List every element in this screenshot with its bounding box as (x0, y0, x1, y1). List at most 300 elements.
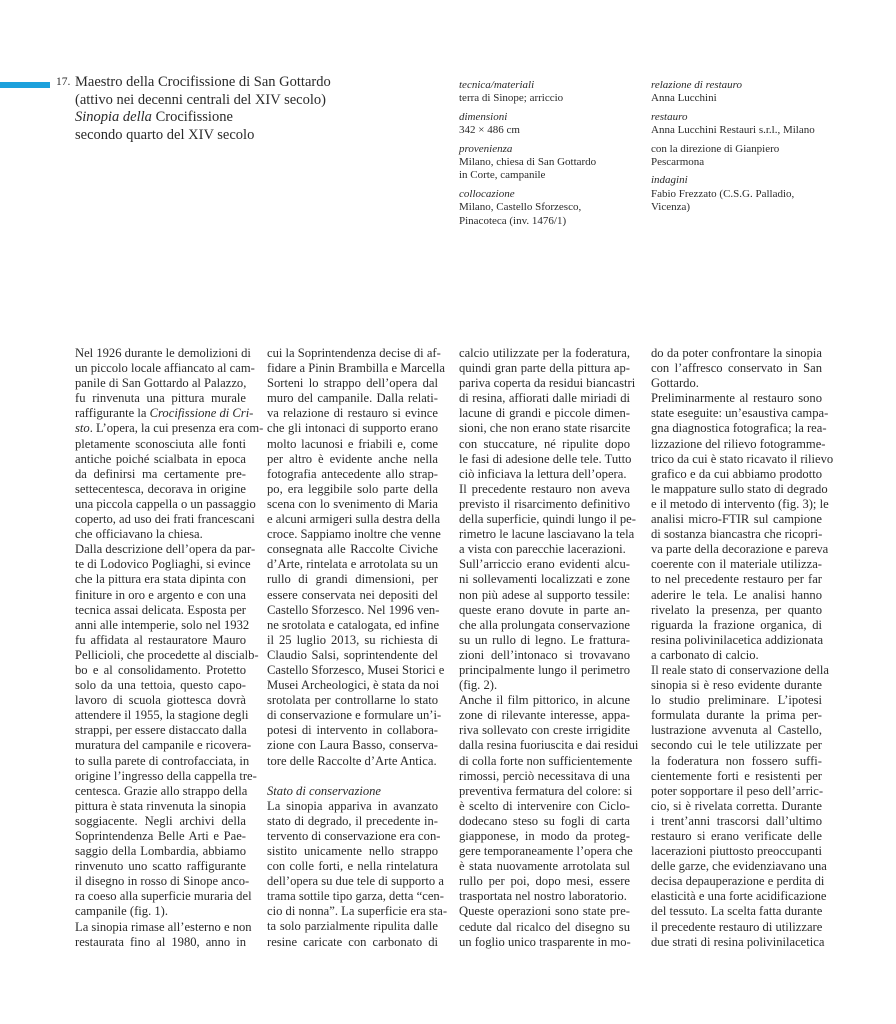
text-run: principalmente lungo il perimetro (459, 662, 630, 677)
text-run: calcio utilizzate per la foderatura, (459, 346, 630, 360)
text-run: preventiva fermatura del colore: si (459, 783, 633, 798)
text-run: Soprintendenza Belle Arti e Pae- (75, 829, 246, 843)
text-line (459, 527, 635, 542)
text-line (267, 512, 441, 527)
meta-value: terra di Sinope; arriccio (459, 92, 564, 105)
entry-number: 17. (56, 76, 71, 88)
text-line (459, 844, 633, 859)
text-run: attendere il 1955, la stagione degli (75, 708, 249, 723)
text-run: Gottardo. (651, 376, 699, 391)
text-line (267, 588, 438, 603)
text-run: cientemente forti e resistenti per (651, 768, 822, 783)
text-line (651, 904, 822, 919)
text-line (651, 844, 822, 859)
text-line (459, 889, 630, 904)
text-run: resina polivinilacetica addizionata (651, 632, 824, 647)
text-line (651, 829, 822, 844)
text-line (459, 783, 633, 799)
body-column-2 (267, 346, 448, 950)
text-run: zone di rilevante interesse, appa- (459, 708, 630, 723)
text-run: origine l’ingresso della cappella tre- (75, 768, 257, 783)
text-run: srotolata per controllarne lo stato (267, 693, 438, 708)
section-heading (267, 784, 438, 799)
text-line (459, 829, 630, 844)
text-line (75, 799, 246, 814)
text-line (75, 603, 246, 618)
text-line (459, 738, 639, 753)
text-run: fidare a Pinin Brambilla e Marcella (267, 361, 445, 376)
text-line (267, 618, 438, 633)
text-line (267, 814, 438, 829)
text-run: della superficie, quindi lungo il pe- (459, 512, 636, 527)
text-line (267, 723, 438, 738)
text-line (651, 391, 822, 406)
text-line (267, 361, 445, 376)
text-line (459, 572, 630, 587)
text-run: pittura è stata rinvenuta la sinopia (75, 798, 246, 813)
text-line (267, 678, 438, 693)
meta-value: Fabio Frezzato (C.S.G. Palladio, (651, 187, 795, 200)
text-run: decisa depauperazione e perdita di (651, 874, 825, 889)
restoration-metadata (651, 79, 815, 220)
text-run: è scelto di intervenire con Ciclo- (459, 798, 630, 813)
text-run: campanile (fig. 1). (75, 904, 169, 919)
text-line (651, 874, 825, 889)
text-run: lizzazione del rilievo fotogramme- (651, 436, 826, 451)
text-run: muratura del campanile e ricovera- (75, 738, 252, 753)
text-line (651, 784, 822, 799)
text-run: di resina, affiorati dalle miriadi di (459, 391, 630, 406)
text-run: muro del campanile. Dalla relati- (267, 391, 438, 406)
artist-dates: (attivo nei decenni centrali del XIV secolo) (75, 91, 326, 108)
text-line (267, 633, 438, 648)
text-run: analisi micro-FTIR sul campione (651, 512, 822, 527)
text-run: dodecano steso su fogli di carta (459, 813, 630, 828)
text-line (651, 436, 826, 452)
text-run: a vista con parecchie lacerazioni. (459, 542, 626, 557)
text-line (267, 406, 438, 421)
text-line (459, 452, 630, 467)
text-line (267, 844, 438, 859)
text-run: te di Lodovico Pogliaghi, si evince (75, 557, 251, 572)
text-line (459, 920, 630, 935)
text-run: Anche il film pittorico, in alcune (459, 693, 630, 708)
text-line (267, 874, 444, 889)
text-run: restauro si erano verificate delle (651, 829, 822, 843)
italic-run: sto (75, 421, 90, 436)
body-column-1 (75, 346, 264, 950)
text-run: to sulla parete di controfacciata, in (75, 753, 250, 768)
text-line (459, 648, 630, 663)
text-run: bo e al consolidamento. Protetto (75, 662, 246, 677)
text-line (267, 346, 441, 361)
text-run: che alla prolungata conservazione (459, 617, 630, 632)
text-line (267, 603, 438, 618)
text-run: con colle forti, e nella rintelatura (267, 859, 438, 874)
text-run: è stata nuovamente arrotolata sul (459, 859, 630, 874)
text-run: sioni, che non erano state risarcite (459, 421, 631, 436)
text-run: potesi di intervento in collabora- (267, 723, 438, 738)
artwork-title-italic: Sinopia della (75, 109, 152, 125)
text-line (267, 859, 438, 874)
text-run: finiture in oro e argento e con una (75, 587, 246, 602)
text-run: rivelato la presenza, per quanto (651, 602, 822, 617)
text-line (651, 572, 822, 587)
text-run: Castello Sforzesco. Nel 1996 ven- (267, 602, 440, 617)
text-run: rimetro le lacune lasciavano la tela (459, 527, 635, 542)
text-run: non più adese al supporto tessile: (459, 587, 630, 602)
text-line (75, 633, 246, 648)
text-run: ne srotolata e catalogata, ed infine (267, 617, 440, 632)
text-run: lacerazioni piuttosto preoccupanti (651, 844, 822, 859)
text-line (459, 421, 630, 436)
text-line (267, 693, 438, 708)
text-run: va parte della decorazione e pareva (651, 542, 829, 557)
text-line (459, 753, 633, 769)
technical-metadata (459, 79, 596, 233)
text-run: un foglio unico trasparente in mo- (459, 934, 631, 949)
text-run: dalla resina fuoriuscita e dai residui (459, 738, 639, 753)
text-run: a carbonato di calcio. (651, 647, 759, 662)
text-run: (fig. 2). (459, 678, 498, 693)
text-run: sistito unicamente nello strappo (267, 844, 438, 858)
text-line (651, 588, 822, 603)
text-run: rullo per poi, dopo mesi, essere (459, 874, 630, 889)
text-line (651, 603, 822, 618)
text-line (459, 467, 630, 482)
accent-bar (0, 82, 50, 88)
text-line (459, 874, 630, 889)
meta-label: indagini (651, 174, 688, 187)
meta-item (459, 143, 596, 183)
text-run: Il precedente restauro non aveva (459, 481, 630, 496)
text-line (75, 753, 250, 769)
text-line (459, 437, 630, 452)
meta-value: Anna Lucchini (651, 92, 717, 105)
meta-label: provenienza (459, 142, 513, 155)
text-line (651, 467, 822, 482)
text-line (459, 376, 636, 391)
text-line (75, 512, 255, 527)
text-run: zione con Laura Basso, conserva- (267, 738, 438, 753)
text-run: rinvenuto uno scatto raffigurante (75, 859, 246, 874)
text-line (267, 542, 438, 557)
text-line (267, 572, 438, 587)
text-run: antiche poiché scialbata in epoca (75, 451, 246, 466)
text-run: d’Arte, rintelata e arrotolata su un (267, 557, 438, 572)
text-line (267, 482, 438, 497)
meta-item (651, 174, 815, 214)
text-run: previsto il risarcimento definitivo (459, 496, 630, 511)
text-line (459, 482, 630, 497)
text-run: poter sopportare il peso dell’arric- (651, 783, 824, 798)
text-line (267, 648, 438, 663)
text-run: gere temporaneamente l’opera che (459, 844, 633, 859)
text-line (267, 799, 438, 814)
text-run: e alcuni armigeri sulla destra della (267, 512, 441, 527)
text-line (459, 708, 630, 723)
text-line (459, 799, 630, 814)
text-line (651, 406, 829, 421)
text-run: cedute dal ricalco del disegno su (459, 919, 630, 934)
text-line (459, 678, 630, 693)
text-run: lustrazione avvenuta al Castello, (651, 723, 822, 738)
text-line (75, 467, 246, 482)
text-line (651, 814, 822, 829)
text-line (459, 361, 630, 376)
text-run: aderire le tela. Le analisi hanno (651, 587, 822, 602)
text-run: che officiavano la chiesa. (75, 527, 203, 542)
text-line (267, 754, 438, 769)
meta-label: tecnica/materiali (459, 79, 535, 91)
text-line (651, 754, 822, 769)
text-run: pariva coperta da residui biancastri (459, 376, 636, 391)
text-run: con stuccature, né ripulite dopo (459, 436, 630, 451)
text-run: do da poter confrontare la sinopia (651, 346, 822, 360)
text-line (75, 919, 252, 935)
text-run: il precedente restauro di utilizzare (651, 919, 823, 934)
text-run: che la pittura era stata dipinta con (75, 572, 246, 587)
text-run: ciò inficiava la lettura dell’opera. (459, 466, 627, 481)
meta-value: Milano, chiesa di San Gottardo (459, 156, 597, 169)
text-run: giapponese, in modo da proteg- (459, 829, 630, 843)
text-line (75, 588, 246, 603)
text-line (75, 452, 246, 467)
text-line (75, 421, 264, 436)
italic-run: Crocifissione di Cri- (149, 406, 254, 421)
text-line (75, 784, 246, 799)
text-run: fu affidata al restauratore Mauro (75, 632, 246, 647)
text-run: con l’affresco conservato in San (651, 361, 822, 376)
text-line (267, 391, 438, 406)
text-line (75, 678, 246, 693)
text-line (75, 935, 246, 950)
meta-value: Vicenza) (651, 201, 691, 214)
text-run: dell’opera su due tele di supporto a (267, 874, 444, 889)
text-line (75, 527, 246, 542)
text-line (651, 769, 822, 784)
text-line (651, 723, 822, 738)
text-run: del tessuto. La scelta fatta durante (651, 904, 823, 919)
text-line (267, 904, 448, 919)
text-line (267, 828, 441, 844)
text-run: formulata durante la prima per- (651, 708, 822, 723)
text-line (75, 437, 246, 452)
text-run: state eseguite: un’esaustiva campa- (651, 406, 829, 421)
text-line (651, 376, 822, 391)
text-run: Dalla descrizione dell’opera da par- (75, 542, 256, 557)
text-run: stato di degrado, il precedente in- (267, 813, 438, 828)
text-run: anni alle intemperie, solo nel 1932 (75, 617, 250, 632)
text-run: Castello Sforzesco, Musei Storici e (267, 662, 445, 677)
text-line (267, 935, 438, 950)
text-run: rullo di grandi dimensioni, per (267, 572, 438, 587)
text-line (651, 859, 827, 874)
text-line (459, 603, 630, 618)
text-line (459, 542, 630, 557)
meta-value: Pescarmona (651, 156, 705, 169)
text-line (651, 618, 822, 633)
text-line (267, 437, 438, 452)
text-run: to nel precedente restauro per far (651, 572, 822, 587)
text-line (651, 708, 822, 723)
text-line (267, 421, 438, 436)
text-run: su un rullo di legno. Le frattura- (459, 632, 630, 647)
text-run: il disegno in rosso di Sinope anco- (75, 874, 250, 889)
text-run: gna diagnostica fotografica; la rea- (651, 421, 827, 436)
meta-label: restauro (651, 110, 688, 123)
italic-run: Stato di conservazione (267, 783, 382, 798)
text-line (651, 738, 822, 753)
text-line (75, 391, 246, 406)
text-run: zioni dell’intonaco si trovavano (459, 647, 630, 662)
text-run: fotografia antecedente allo strap- (267, 466, 438, 481)
text-run: ni sollevamenti localizzati e zone (459, 572, 630, 587)
text-run: coperto, ad uso dei frati francescani (75, 512, 255, 527)
text-line (459, 406, 630, 421)
text-run: la foderatura non fossero suffi- (651, 753, 822, 768)
body-column-3 (459, 346, 639, 950)
text-line (75, 844, 246, 859)
text-line (651, 527, 822, 542)
text-run: La sinopia appariva in avanzato (267, 798, 438, 813)
text-run: essere conservata nei depositi del (267, 587, 438, 602)
text-run: po, era leggibile solo parte della (267, 481, 438, 496)
text-line (651, 799, 822, 814)
text-run: . L’opera, la cui presenza era com- (89, 421, 264, 436)
text-run: tore delle Raccolte d’Arte Antica. (267, 753, 437, 768)
text-run: ta solo parzialmente ripulita dalle (267, 919, 438, 934)
meta-value: 342 × 486 cm (459, 124, 520, 137)
text-line (75, 829, 246, 844)
text-run: Nel 1926 durante le demolizioni di (75, 346, 251, 360)
text-line (267, 557, 438, 572)
text-line (267, 662, 445, 678)
text-line (459, 588, 630, 603)
meta-label: dimensioni (459, 110, 508, 123)
text-line (75, 693, 246, 708)
artwork-title (75, 109, 405, 127)
text-run: cio, si è rivelata corretta. Durante (651, 798, 822, 813)
text-run: rimossi, perciò necessitava di una (459, 768, 630, 783)
text-line (267, 467, 438, 482)
text-line (267, 708, 442, 723)
text-line (459, 723, 630, 738)
text-run: scena con lo svenimento di Maria (267, 496, 438, 511)
meta-value: Anna Lucchini Restauri s.r.l., Milano (651, 124, 815, 137)
text-line (459, 391, 630, 406)
text-line (651, 451, 834, 467)
text-run: Pellicioli, che procedette al discialb- (75, 647, 259, 662)
body-column-4 (651, 346, 834, 950)
text-line (651, 678, 822, 693)
text-line (75, 647, 259, 663)
text-line (75, 814, 246, 829)
text-line (75, 557, 251, 572)
text-run: cio di nonna”. La superficie era sta- (267, 904, 448, 919)
text-line (459, 618, 630, 633)
text-line (75, 859, 246, 874)
text-run: strappi, per essere distaccato dalla (75, 723, 247, 738)
text-run: tervento di conservazione era con- (267, 828, 441, 843)
text-line (651, 920, 822, 935)
text-line (459, 935, 630, 950)
text-run: fu rinvenuta una pittura murale (75, 391, 246, 406)
text-line (459, 693, 630, 708)
text-run: consegnata alle Raccolte Civiche (267, 542, 438, 557)
text-line (267, 889, 444, 904)
text-run: secondo cui le tele utilizzate per (651, 738, 822, 753)
artwork-date: secondo quarto del XIV secolo (75, 126, 255, 143)
text-run: coerente con il materiale utilizza- (651, 557, 822, 572)
meta-item (651, 79, 815, 106)
text-line (651, 346, 822, 361)
text-run: soggiacente. Negli archivi della (75, 813, 246, 828)
text-line (459, 663, 630, 678)
text-line (267, 376, 438, 391)
text-run: una piccola cappella o un passaggio (75, 496, 256, 511)
text-run: riguarda la frazione organica, di (651, 617, 822, 632)
text-line (459, 346, 630, 361)
text-run: croce. Sappiamo inoltre che venne (267, 527, 441, 542)
text-line (267, 738, 438, 753)
text-line (459, 497, 630, 512)
text-run: un piccolo locale affiancato al cam- (75, 361, 255, 376)
text-line (75, 346, 251, 361)
text-line (651, 633, 822, 648)
text-line (75, 708, 249, 723)
text-run: Musei Archeologici, è stata da noi (267, 678, 440, 693)
text-line (651, 889, 827, 904)
text-line (75, 376, 246, 391)
text-run: Claudio Salsi, soprintendente del (267, 647, 438, 662)
text-line (459, 512, 636, 527)
text-run: lavoro di scuola giottesca dovrà (75, 693, 246, 708)
meta-item (459, 79, 596, 106)
text-run: Il reale stato di conservazione della (651, 662, 829, 677)
artwork-heading (75, 74, 405, 144)
text-run: panile di San Gottardo al Palazzo, (75, 376, 247, 391)
text-line (651, 481, 828, 497)
text-run: Queste operazioni sono state pre- (459, 904, 630, 919)
text-line (75, 874, 250, 889)
text-run: molto lacunosi e friabili e, come (267, 436, 438, 451)
text-run: delle garze, che evidenziavano una (651, 859, 827, 874)
text-line (75, 496, 256, 512)
text-line (651, 496, 829, 512)
text-line (75, 663, 246, 678)
text-run: Preliminarmente al restauro sono (651, 391, 822, 406)
meta-value: Milano, Castello Sforzesco, (459, 201, 582, 214)
text-line (651, 648, 822, 663)
text-run: queste erano dovute in parte an- (459, 602, 630, 617)
text-run: centesca. Grazie allo strappo della (75, 783, 248, 798)
text-run: solo da una tettoia, questo capo- (75, 678, 246, 693)
text-run: tecnica assai delicata. Esposta per (75, 602, 246, 617)
meta-item (651, 111, 815, 138)
text-run: trasportata nel nostro laboratorio. (459, 889, 627, 904)
text-run: grafico e da cui abbiamo prodotto (651, 466, 822, 481)
text-run: da definirsi ma certamente pre- (75, 466, 246, 481)
meta-item (651, 143, 815, 170)
text-run: sinopia si è reso evidente durante (651, 678, 822, 693)
text-run: raffigurante la (75, 406, 150, 421)
text-run: resine caricate con carbonato di (267, 934, 438, 949)
artist-name: Maestro della Crocifissione di San Gottardo (75, 74, 331, 90)
text-line (459, 904, 630, 919)
text-line (651, 693, 822, 708)
text-run: Sull’arriccio erano evidenti alcu- (459, 557, 630, 572)
